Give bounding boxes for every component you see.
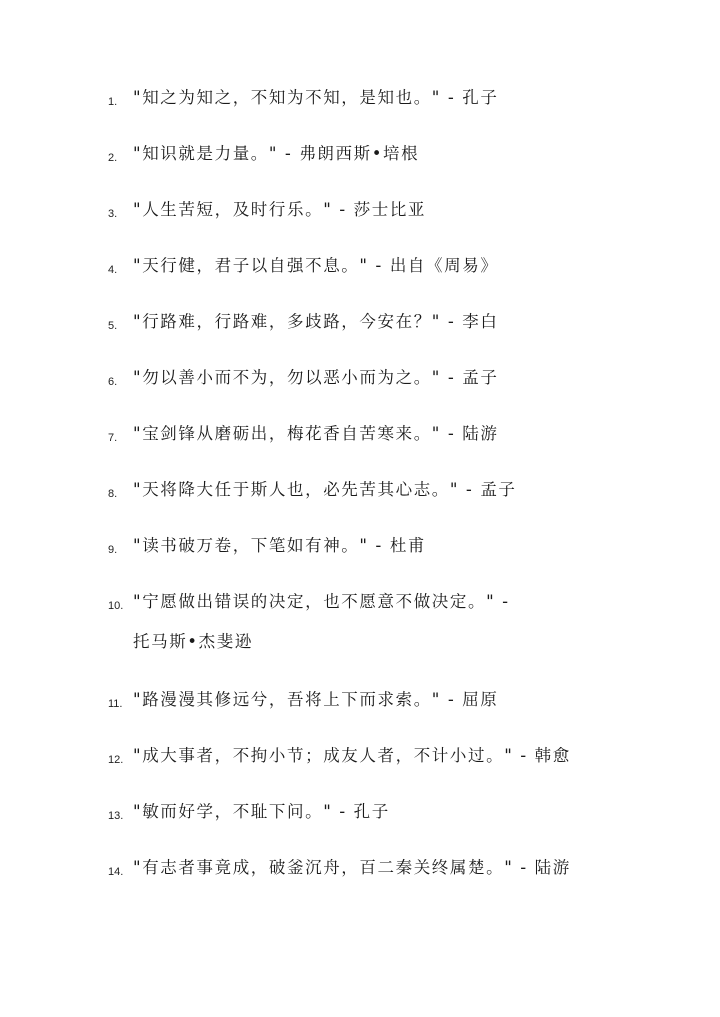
item-number: 14. bbox=[108, 866, 124, 878]
item-number: 6. bbox=[108, 376, 118, 388]
quote-text: "宝剑锋从磨砺出，梅花香自苦寒来。" - 陆游 bbox=[133, 424, 499, 443]
item-number: 8. bbox=[108, 488, 118, 500]
quote-text: "人生苦短，及时行乐。" - 莎士比亚 bbox=[133, 200, 427, 219]
quote-text: "勿以善小而不为，勿以恶小而为之。" - 孟子 bbox=[133, 368, 499, 387]
item-number: 10. bbox=[108, 600, 124, 612]
item-number: 2. bbox=[108, 152, 118, 164]
quote-text: "路漫漫其修远兮，吾将上下而求索。" - 屈原 bbox=[133, 690, 499, 709]
item-number: 11. bbox=[108, 698, 123, 710]
quote-text: "宁愿做出错误的决定，也不愿意不做决定。" - bbox=[133, 592, 510, 611]
item-number: 4. bbox=[108, 264, 118, 276]
quote-text: "有志者事竟成，破釜沉舟，百二秦关终属楚。" - 陆游 bbox=[133, 858, 571, 877]
item-number: 5. bbox=[108, 320, 118, 332]
quote-text: "读书破万卷，下笔如有神。" - 杜甫 bbox=[133, 536, 427, 555]
item-number: 12. bbox=[108, 754, 124, 766]
item-number: 1. bbox=[108, 96, 118, 108]
item-number: 13. bbox=[108, 810, 124, 822]
quote-text: "成大事者，不拘小节；成友人者，不计小过。" - 韩愈 bbox=[133, 746, 571, 765]
quote-text: "敏而好学，不耻下问。" - 孔子 bbox=[133, 802, 390, 821]
item-number: 9. bbox=[108, 544, 118, 556]
item-number: 3. bbox=[108, 208, 118, 220]
quote-text: "天行健，君子以自强不息。" - 出自《周易》 bbox=[133, 256, 499, 275]
quote-text: "知之为知之，不知为不知，是知也。" - 孔子 bbox=[133, 88, 499, 107]
quote-text: "行路难，行路难，多歧路，今安在？" - 李白 bbox=[133, 312, 499, 331]
quote-text: "知识就是力量。" - 弗朗西斯•培根 bbox=[133, 144, 420, 163]
quote-text-continued: 托马斯•杰斐逊 bbox=[133, 632, 253, 651]
item-number: 7. bbox=[108, 432, 118, 444]
quote-text: "天将降大任于斯人也，必先苦其心志。" - 孟子 bbox=[133, 480, 517, 499]
